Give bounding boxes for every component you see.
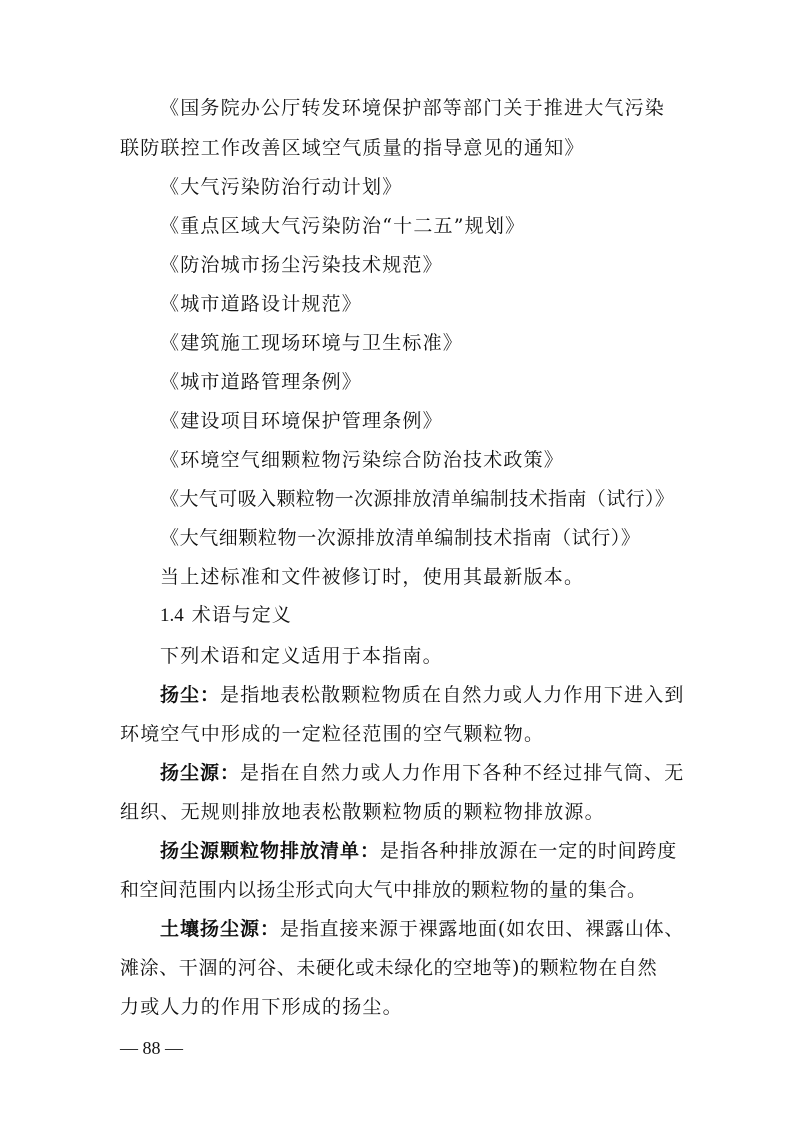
definition-emission-inventory bbox=[160, 839, 680, 863]
reference-item: 《防治城市扬尘污染技术规范》 bbox=[160, 254, 443, 276]
reference-item: 《建筑施工现场环境与卫生标准》 bbox=[160, 332, 464, 354]
term-dust-source: 扬尘源： bbox=[160, 762, 241, 784]
reference-item: 《国务院办公厅转发环境保护部等部门关于推进大气污染 bbox=[160, 97, 666, 119]
definition-dust-source bbox=[160, 761, 685, 785]
definition-dust bbox=[160, 683, 685, 707]
reference-item: 《城市道路管理条例》 bbox=[160, 371, 363, 393]
reference-item: 《大气细颗粒物一次源排放清单编制技术指南（试行）》 bbox=[160, 527, 641, 549]
definition-text-continued: 力或人力的作用下形成的扬尘。 bbox=[120, 996, 403, 1018]
definition-text-continued: 环境空气中形成的一定粒径范围的空气颗粒物。 bbox=[120, 723, 545, 745]
reference-item: 《城市道路设计规范》 bbox=[160, 293, 363, 315]
page-number: — 88 — bbox=[120, 1038, 183, 1058]
definition-text-continued: 滩涂、干涸的河谷、未硬化或未绿化的空地等)的颗粒物在自然 bbox=[120, 957, 658, 979]
section-title: 术语与定义 bbox=[191, 604, 292, 626]
reference-item-continued: 联防联控工作改善区域空气质量的指导意见的通知》 bbox=[120, 137, 585, 159]
definition-text-continued: 和空间范围内以扬尘形式向大气中排放的颗粒物的量的集合。 bbox=[120, 879, 647, 901]
revision-note: 当上述标准和文件被修订时，使用其最新版本。 bbox=[160, 566, 585, 588]
term-emission-inventory: 扬尘源颗粒物排放清单： bbox=[160, 840, 381, 862]
definition-text: 是指在自然力或人力作用下各种不经过排气筒、无 bbox=[240, 762, 685, 784]
section-number: 1.4 bbox=[160, 605, 184, 626]
section-intro: 下列术语和定义适用于本指南。 bbox=[160, 645, 443, 667]
reference-item: 《大气污染防治行动计划》 bbox=[160, 176, 403, 198]
term-dust: 扬尘： bbox=[160, 684, 221, 706]
definition-text: 是指直接来源于裸露地面(如农田、裸露山体、 bbox=[280, 918, 685, 940]
definition-soil-dust-source bbox=[160, 917, 685, 941]
definition-text-continued: 组织、无规则排放地表松散颗粒物质的颗粒物排放源。 bbox=[120, 801, 605, 823]
section-heading bbox=[160, 603, 292, 628]
reference-item: 《重点区域大气污染防治“十二五”规划》 bbox=[160, 215, 526, 237]
reference-item: 《大气可吸入颗粒物一次源排放清单编制技术指南（试行）》 bbox=[160, 488, 675, 510]
definition-text: 是指各种排放源在一定的时间跨度 bbox=[380, 840, 678, 862]
term-soil-dust-source: 土壤扬尘源： bbox=[160, 918, 281, 940]
definition-text: 是指地表松散颗粒物质在自然力或人力作用下进入到 bbox=[220, 684, 685, 706]
reference-item: 《建设项目环境保护管理条例》 bbox=[160, 410, 443, 432]
reference-item: 《环境空气细颗粒物污染综合防治技术政策》 bbox=[160, 449, 565, 471]
